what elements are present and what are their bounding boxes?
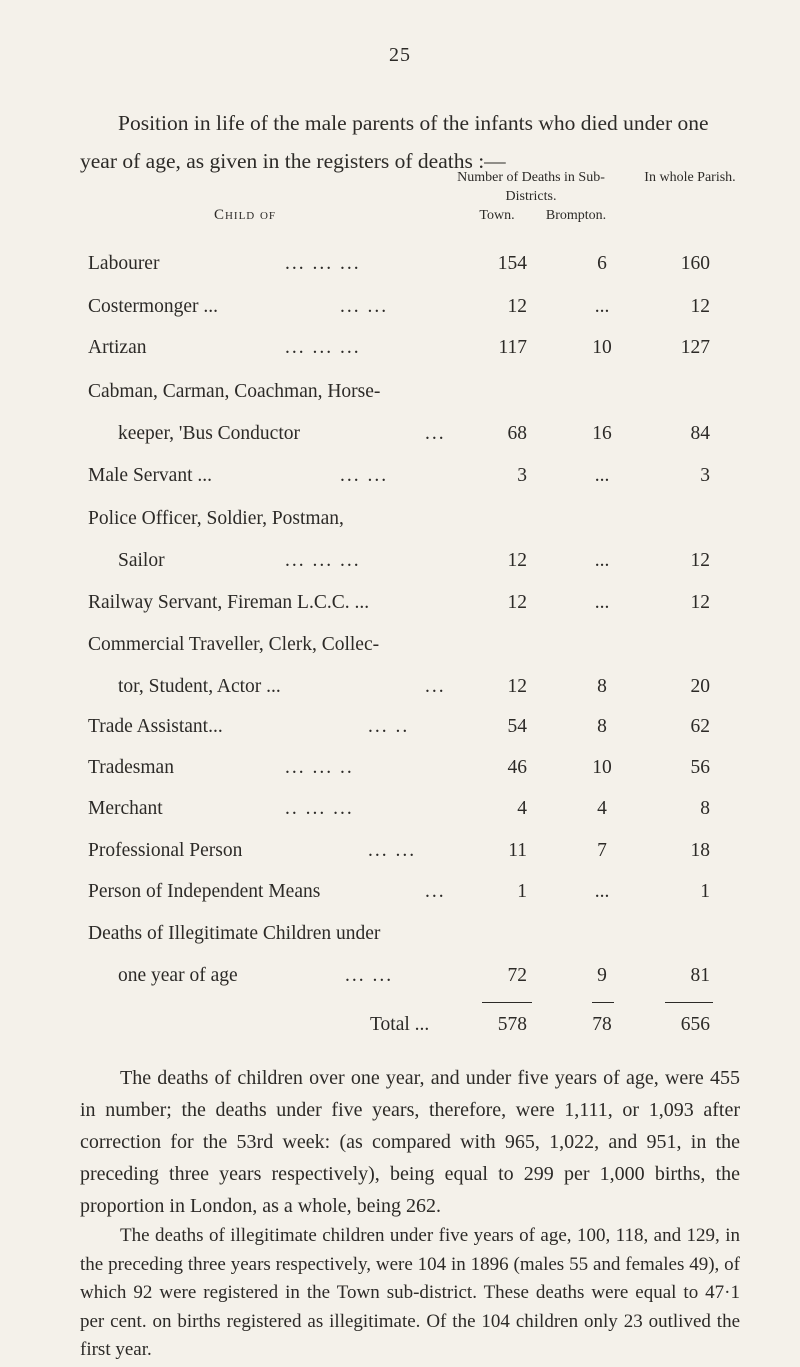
leader-dots: ... .. (368, 716, 410, 737)
leader-dots: ... (425, 676, 446, 697)
total-rule-town (482, 1002, 532, 1003)
row-label: Labourer (88, 253, 160, 274)
row-label-continued: Sailor (118, 550, 165, 571)
row-label: Person of Independent Means (88, 881, 321, 902)
row-label: Cabman, Carman, Coachman, Horse- (88, 381, 381, 402)
header-brompton: Brompton. (545, 208, 607, 223)
row-label: Trade Assistant... (88, 716, 223, 737)
leader-dots: ... ... (368, 840, 417, 861)
row-label: Male Servant ... (88, 465, 213, 486)
cell-town: 46 (507, 757, 527, 778)
leader-dots: ... ... ... (285, 550, 361, 571)
table-total-row (0, 1014, 800, 1048)
row-label-continued: keeper, 'Bus Conductor (118, 423, 300, 444)
cell-brompton: 8 (597, 716, 607, 737)
table-row (0, 881, 800, 915)
cell-town: 1 (517, 881, 527, 902)
table-row-label-first-line (0, 508, 800, 542)
cell-whole: 160 (680, 253, 710, 274)
row-label: Commercial Traveller, Clerk, Collec- (88, 634, 380, 655)
cell-whole: 20 (690, 676, 710, 697)
cell-whole: 84 (690, 423, 710, 444)
header-deaths-group: Number of Deaths in Sub-Districts. (457, 170, 605, 204)
table-row-label-first-line (0, 381, 800, 415)
cell-brompton: 16 (592, 423, 612, 444)
table-row (0, 716, 800, 750)
row-label: Artizan (88, 337, 147, 358)
row-label: Deaths of Illegitimate Children under (88, 923, 381, 944)
leader-dots: ... ... ... (285, 253, 361, 274)
cell-whole: 3 (700, 465, 710, 486)
leader-dots: ... (425, 881, 446, 902)
header-town: Town. (479, 208, 515, 223)
table-row (0, 757, 800, 791)
table-row (0, 550, 800, 584)
table-row (0, 840, 800, 874)
cell-town: 154 (497, 253, 527, 274)
total-label: Total ... (370, 1014, 430, 1035)
cell-brompton: ... (594, 465, 610, 486)
cell-brompton: 8 (597, 676, 607, 697)
cell-brompton: 6 (597, 253, 607, 274)
row-label: Merchant (88, 798, 163, 819)
total-rule-brompton (592, 1002, 614, 1003)
cell-brompton: 7 (597, 840, 607, 861)
cell-whole: 1 (700, 881, 710, 902)
table-row-label-first-line (0, 634, 800, 668)
row-label-continued: tor, Student, Actor ... (118, 676, 281, 697)
cell-whole: 12 (690, 296, 710, 317)
leader-dots: ... ... ... (285, 337, 361, 358)
total-rule-whole (665, 1002, 713, 1003)
paragraph-illegitimate-deaths: The deaths of illegitimate children under five years of age, 100, 118, and 129, in the preceding three years respectively, were 104 in 1896 (males 55 and females 49), of which 92 were registered in the Town sub-district. These deaths were equal to 47·1 per cent. on births registered as illegitimate. Of the 104 children only 23 outlived the first year. (80, 1225, 740, 1360)
cell-town: 12 (507, 592, 527, 613)
cell-town: 117 (498, 337, 527, 358)
total-whole: 656 (680, 1014, 710, 1035)
row-label: Professional Person (88, 840, 243, 861)
table-row (0, 676, 800, 710)
cell-town: 4 (517, 798, 527, 819)
row-label: Costermonger ... (88, 296, 218, 317)
table-row (0, 337, 800, 371)
cell-town: 3 (517, 465, 527, 486)
intro-text: Position in life of the male parents of the infants who died under one year of age, as given in the registers of deaths :— (80, 111, 709, 173)
cell-whole: 12 (690, 592, 710, 613)
page-number: 25 (389, 44, 411, 66)
cell-whole: 12 (690, 550, 710, 571)
cell-whole: 8 (700, 798, 710, 819)
cell-town: 72 (507, 965, 527, 986)
cell-brompton: 10 (592, 757, 612, 778)
cell-whole: 18 (690, 840, 710, 861)
cell-town: 11 (508, 840, 527, 861)
cell-brompton: ... (594, 881, 610, 902)
row-label: Police Officer, Soldier, Postman, (88, 508, 344, 529)
table-row (0, 296, 800, 330)
cell-town: 54 (507, 716, 527, 737)
cell-brompton: 9 (597, 965, 607, 986)
cell-brompton: ... (594, 550, 610, 571)
paragraph-deaths-under-five: The deaths of children over one year, and under five years of age, were 455 in number; the deaths under five years, therefore, were 1,111, or 1,093 after correction for the 53rd week: (as compared with 965, 1,022, and 951, in the preceding three years respectively), being equal to 299 per 1,000 births, the proportion in London, as a whole, being 262. (80, 1067, 740, 1217)
cell-whole: 56 (690, 757, 710, 778)
total-brompton: 78 (592, 1014, 612, 1035)
cell-town: 12 (507, 550, 527, 571)
cell-whole: 81 (690, 965, 710, 986)
leader-dots: ... (425, 423, 446, 444)
cell-whole: 127 (680, 337, 710, 358)
leader-dots: ... ... (340, 296, 389, 317)
row-label: Tradesman (88, 757, 174, 778)
table-row (0, 798, 800, 832)
header-whole-parish: In whole Parish. (644, 170, 736, 185)
leader-dots: .. ... ... (285, 798, 354, 819)
cell-town: 68 (507, 423, 527, 444)
table-row-label-first-line (0, 923, 800, 957)
cell-town: 12 (507, 676, 527, 697)
table-row (0, 592, 800, 626)
row-label: Railway Servant, Fireman L.C.C. ... (88, 592, 370, 613)
table-row (0, 465, 800, 499)
leader-dots: ... ... (345, 965, 394, 986)
cell-brompton: ... (594, 296, 610, 317)
cell-brompton: 4 (597, 798, 607, 819)
total-town: 578 (497, 1014, 527, 1035)
table-row (0, 423, 800, 457)
leader-dots: ... ... .. (285, 757, 354, 778)
table-row (0, 965, 800, 999)
row-label-continued: one year of age (118, 965, 238, 986)
header-child-of: Child of (213, 207, 277, 223)
leader-dots: ... ... (340, 465, 389, 486)
cell-brompton: 10 (592, 337, 612, 358)
cell-whole: 62 (690, 716, 710, 737)
cell-town: 12 (507, 296, 527, 317)
cell-brompton: ... (594, 592, 610, 613)
table-row (0, 253, 800, 287)
